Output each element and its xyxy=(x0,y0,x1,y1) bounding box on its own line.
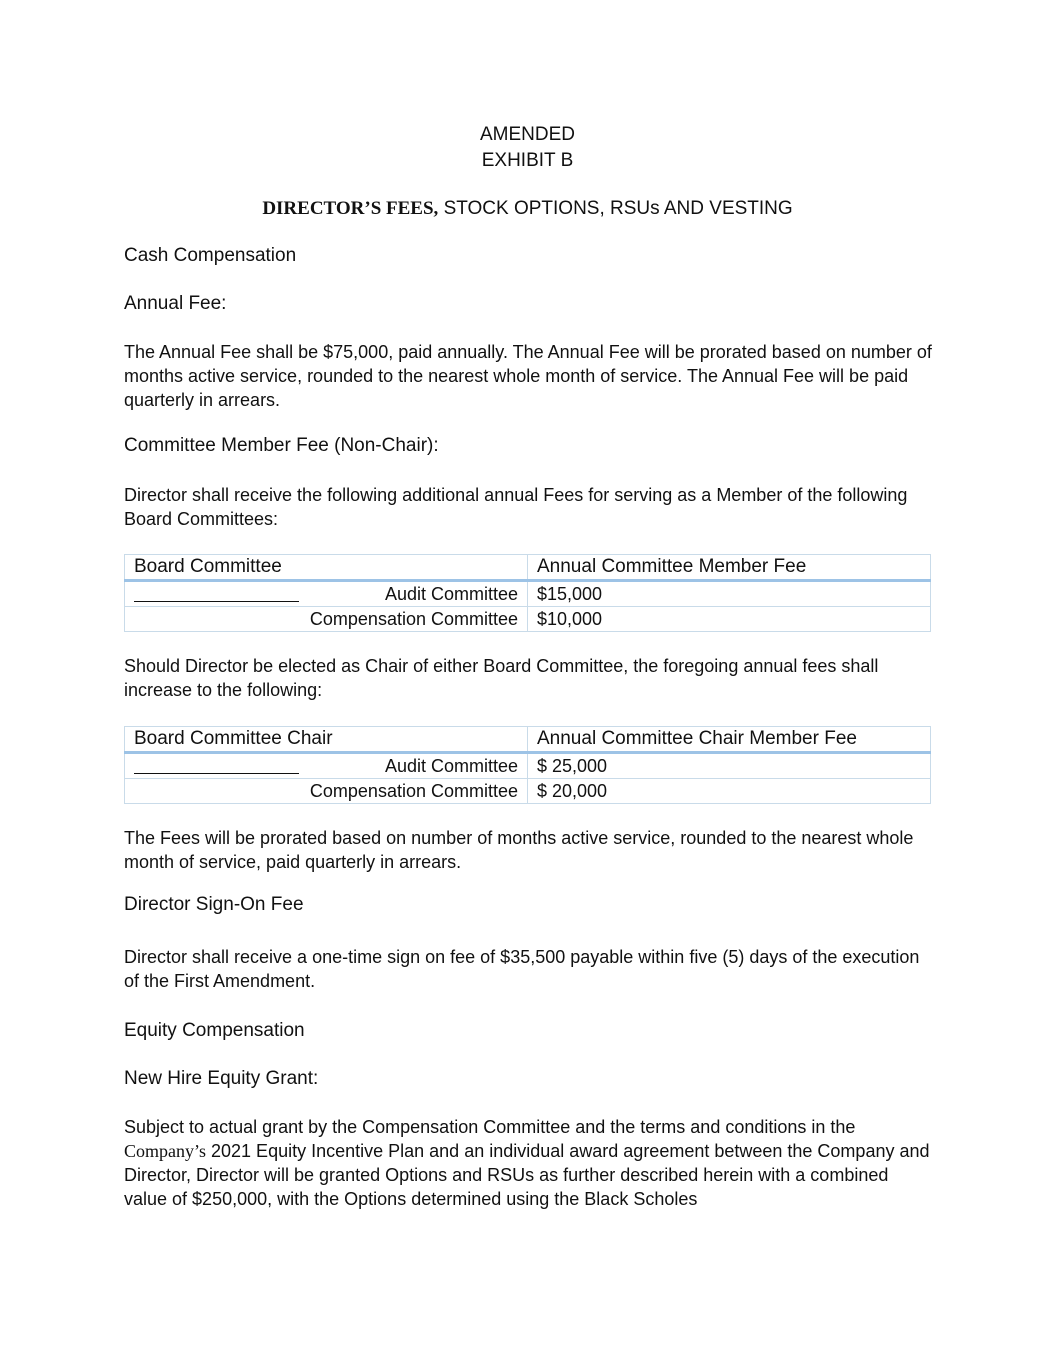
committee-name: Audit Committee xyxy=(384,756,518,776)
cash-compensation-heading: Cash Compensation xyxy=(124,245,297,266)
committee-fee-cell: $ 25,000 xyxy=(528,753,931,779)
grant-text-b: 2021 Equity Incentive Plan and an individual award agreement between the Company and Director, Director will be granted Options and RSUs as further described herein with a combined value of $250,000, with the Options determined using the Black Scholes xyxy=(124,1141,930,1209)
prorate-paragraph: The Fees will be prorated based on number of months active service, rounded to the nearest whole month of service, paid quarterly in arrears. xyxy=(124,828,914,872)
table-header-committee: Board Committee Chair xyxy=(125,727,528,753)
blank-line xyxy=(134,755,299,774)
subtitle-rest: STOCK OPTIONS, RSUs AND VESTING xyxy=(438,198,793,219)
blank-line xyxy=(134,583,299,602)
document-subtitle xyxy=(0,198,1055,220)
annual-fee-heading: Annual Fee: xyxy=(124,293,227,314)
annual-fee-paragraph: The Annual Fee shall be $75,000, paid annually. The Annual Fee will be prorated based on number of months active service, rounded to the nearest whole month of service. The Annual Fee will be paid quarterly in arrears. xyxy=(124,342,932,410)
new-hire-grant-paragraph xyxy=(124,1115,934,1211)
committee-name-cell: Compensation Committee xyxy=(125,607,528,632)
signon-fee-paragraph: Director shall receive a one-time sign on fee of $35,500 payable within five (5) days of the execution of the First Amendment. xyxy=(124,947,920,991)
committee-fee-cell: $10,000 xyxy=(528,607,931,632)
table-header-row xyxy=(125,555,931,581)
chair-fee-table xyxy=(124,726,931,804)
grant-text-a: Subject to actual grant by the Compensation Committee and the terms and conditions in the xyxy=(124,1117,856,1137)
committee-name-cell xyxy=(125,581,528,607)
grant-company: Company’s xyxy=(124,1141,207,1161)
committee-name-cell: Compensation Committee xyxy=(125,779,528,804)
table-row xyxy=(125,779,931,804)
table-header-committee: Board Committee xyxy=(125,555,528,581)
subtitle-bold: DIRECTOR’S FEES, xyxy=(262,198,439,219)
signon-fee-heading: Director Sign-On Fee xyxy=(124,894,304,915)
table-header-fee: Annual Committee Member Fee xyxy=(528,555,931,581)
committee-name-cell xyxy=(125,753,528,779)
chair-fee-paragraph: Should Director be elected as Chair of either Board Committee, the foregoing annual fees shall increase to the following: xyxy=(124,656,879,700)
committee-fee-cell: $ 20,000 xyxy=(528,779,931,804)
table-row xyxy=(125,753,931,779)
new-hire-grant-heading: New Hire Equity Grant: xyxy=(124,1068,319,1089)
member-fee-table xyxy=(124,554,931,632)
title-amended: AMENDED xyxy=(479,124,575,145)
table-header-fee: Annual Committee Chair Member Fee xyxy=(528,727,931,753)
equity-compensation-heading: Equity Compensation xyxy=(124,1020,305,1041)
table-header-row xyxy=(125,727,931,753)
committee-fee-heading: Committee Member Fee (Non-Chair): xyxy=(124,435,439,456)
committee-fee-cell: $15,000 xyxy=(528,581,931,607)
title-exhibit: EXHIBIT B xyxy=(481,150,574,171)
table-row xyxy=(125,607,931,632)
committee-name: Audit Committee xyxy=(384,584,518,604)
table-row xyxy=(125,581,931,607)
committee-fee-paragraph: Director shall receive the following additional annual Fees for serving as a Member of the following Board Committees: xyxy=(124,485,908,529)
